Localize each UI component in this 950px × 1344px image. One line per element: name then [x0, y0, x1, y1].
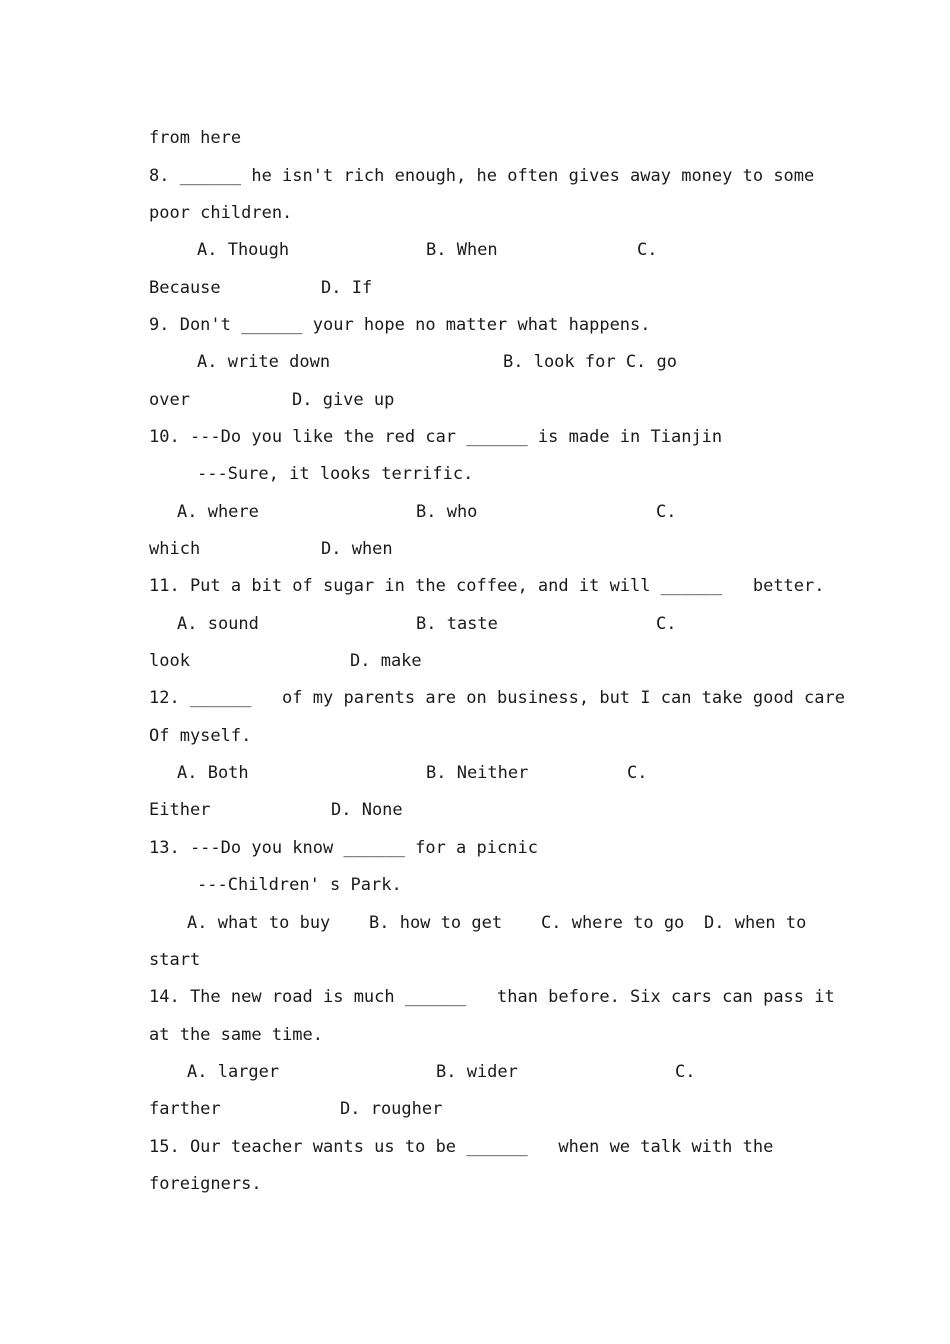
dialogue-reply: ---Children' s Park. [197, 875, 402, 895]
option-c: C. [637, 240, 658, 260]
option-a: A. what to buy [187, 913, 331, 933]
question-13-stem: 13. ---Do you know ______ for a picnic [149, 838, 538, 858]
option-c-text: Either [149, 800, 211, 820]
dialogue-reply: ---Sure, it looks terrific. [197, 464, 474, 484]
option-c-text: which [149, 539, 201, 559]
option-c: C. [627, 763, 648, 783]
option-c-text: Because [149, 278, 221, 298]
option-d-text: start [149, 950, 201, 970]
option-d: D. make [350, 651, 422, 671]
question-12-stem: 12. ______ of my parents are on business, but I can take good care [149, 688, 845, 708]
option-d: D. rougher [340, 1099, 443, 1119]
option-b: B. who [416, 502, 478, 522]
text-line: at the same time. [149, 1025, 323, 1045]
option-b: B. taste [416, 614, 498, 634]
option-d: D. when to [704, 913, 807, 933]
question-9-stem: 9. Don't ______ your hope no matter what happens. [149, 315, 651, 335]
option-b: B. wider [436, 1062, 518, 1082]
question-11-stem: 11. Put a bit of sugar in the coffee, and it will ______ better. [149, 576, 825, 596]
option-b-c: B. look for C. go [503, 352, 677, 372]
option-c: C. [656, 614, 677, 634]
option-c-text: farther [149, 1099, 221, 1119]
option-a: A. sound [177, 614, 259, 634]
option-d: D. when [321, 539, 393, 559]
option-d: D. give up [292, 390, 395, 410]
question-15-stem: 15. Our teacher wants us to be ______ when we talk with the [149, 1137, 774, 1157]
option-a: A. where [177, 502, 259, 522]
text-line: from here [149, 128, 242, 148]
option-b: B. how to get [369, 913, 503, 933]
option-c: C. [656, 502, 677, 522]
text-line: Of myself. [149, 726, 252, 746]
question-10-stem: 10. ---Do you like the red car ______ is made in Tianjin [149, 427, 723, 447]
question-14-stem: 14. The new road is much ______ than before. Six cars can pass it [149, 987, 835, 1007]
option-d: D. None [331, 800, 403, 820]
text-line: foreigners. [149, 1174, 262, 1194]
text-line: poor children. [149, 203, 293, 223]
option-c-text: look [149, 651, 190, 671]
option-a: A. Though [197, 240, 290, 260]
option-c: C. where to go [541, 913, 685, 933]
option-a: A. larger [187, 1062, 280, 1082]
option-a: A. write down [197, 352, 331, 372]
option-a: A. Both [177, 763, 249, 783]
option-c-text: over [149, 390, 190, 410]
option-b: B. Neither [426, 763, 529, 783]
option-b: B. When [426, 240, 498, 260]
option-c: C. [675, 1062, 696, 1082]
option-d: D. If [321, 278, 373, 298]
question-8-stem: 8. ______ he isn't rich enough, he often gives away money to some [149, 166, 815, 186]
